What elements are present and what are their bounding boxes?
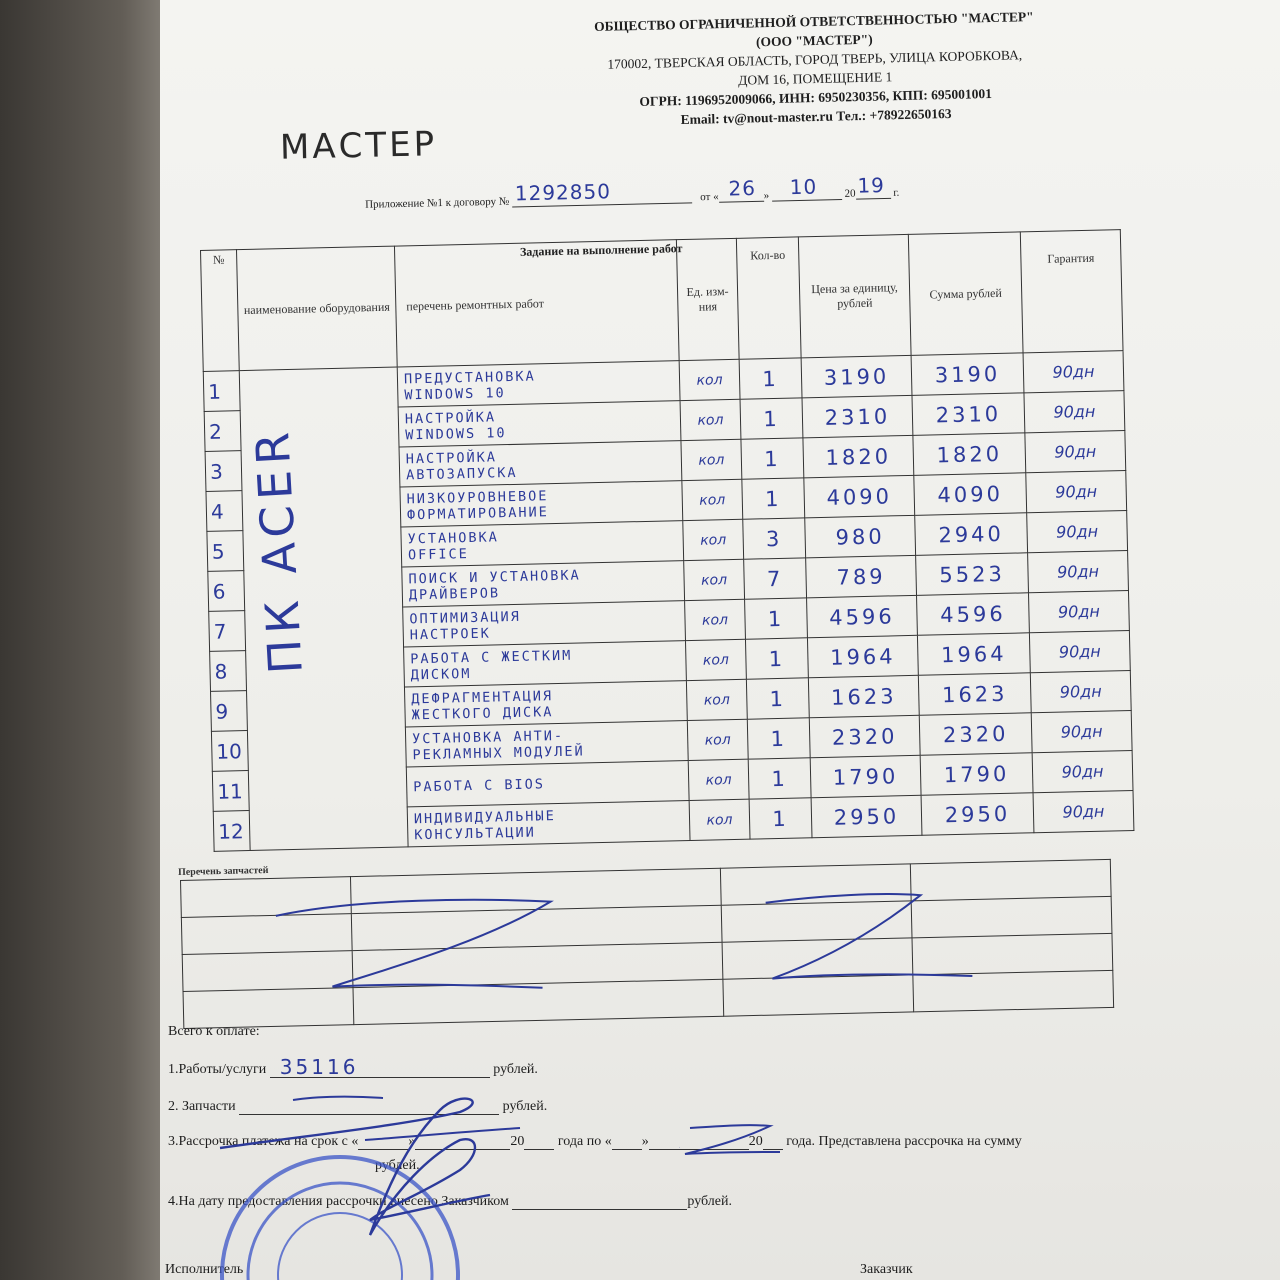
price-cell: 2310 — [802, 395, 913, 437]
work-line-2: АВТОЗАПУСКА — [405, 464, 518, 483]
contract-year-prefix: 20 — [844, 187, 856, 200]
work-description — [407, 801, 690, 847]
price-cell: 4090 — [804, 475, 915, 517]
installment-strike-mark — [670, 1118, 790, 1163]
sum-cell: 1790 — [920, 753, 1033, 796]
work-table — [200, 229, 1134, 852]
work-line-1: НИЗКОУРОВНЕВОЕ — [406, 487, 549, 507]
price-cell: 1964 — [807, 635, 918, 677]
row-number: 9 — [211, 691, 248, 732]
work-line-1: ПОИСК И УСТАНОВКА — [408, 566, 581, 587]
work-description — [404, 681, 687, 727]
warranty-cell: 90дн — [1029, 631, 1130, 673]
qty-cell: 1 — [739, 358, 802, 399]
installment-rub: рублей. — [375, 1158, 420, 1173]
work-line-2: РЕКЛАМНЫХ МОДУЛЕЙ — [412, 742, 585, 763]
work-line-2: ЖЕСТКОГО ДИСКА — [411, 703, 554, 723]
work-line-2: ФОРМАТИРОВАНИЕ — [406, 503, 550, 523]
totals-parts-rub: рублей. — [502, 1099, 548, 1114]
qty-cell: 1 — [746, 678, 809, 719]
equipment-cell — [239, 367, 408, 850]
work-description — [398, 401, 681, 447]
installment-text-a: 3.Рассрочка платежа на срок с « — [168, 1134, 359, 1149]
warranty-cell: 90дн — [1030, 671, 1131, 713]
header-num: № — [201, 250, 240, 372]
unit-cell: кол — [685, 599, 746, 640]
work-line-1: РАБОТА С ЖЕСТКИМ — [410, 647, 573, 667]
price-cell: 2320 — [809, 715, 920, 757]
unit-cell: кол — [680, 399, 741, 440]
executor-label: Исполнитель — [165, 1262, 244, 1277]
header-works: перечень ремонтных работ — [394, 240, 679, 367]
header-qty: Кол-во — [736, 237, 801, 359]
company-address-line1: 170002, ТВЕРСКАЯ ОБЛАСТЬ, ГОРОД ТВЕРЬ, УЛИЦА КОРОБКОВА, — [607, 47, 1023, 72]
row-number: 3 — [205, 451, 242, 492]
company-stamp — [222, 1157, 458, 1280]
sum-cell: 4090 — [914, 473, 1027, 516]
qty-cell: 3 — [743, 518, 806, 559]
customer-label: Заказчик — [860, 1262, 913, 1277]
contract-year: 19 — [857, 173, 886, 198]
work-line-1: РАБОТА С BIOS — [413, 775, 546, 795]
qty-cell: 1 — [745, 638, 808, 679]
contract-month-field — [772, 174, 842, 202]
row-number: 12 — [213, 811, 250, 852]
company-address-line2: ДОМ 16, ПОМЕЩЕНИЕ 1 — [738, 69, 893, 88]
header-price: Цена за единицу, рублей — [798, 234, 911, 357]
sum-cell: 3190 — [911, 353, 1024, 396]
price-cell: 1790 — [810, 755, 921, 797]
work-description — [400, 481, 683, 527]
price-cell: 789 — [806, 555, 917, 597]
row-number: 5 — [207, 531, 244, 572]
work-line-1: ОПТИМИЗАЦИЯ — [409, 608, 521, 627]
qty-cell: 1 — [741, 438, 804, 479]
work-table-body — [203, 351, 1134, 852]
price-cell: 980 — [805, 515, 916, 557]
contract-day-field — [718, 175, 763, 203]
contract-quote: » — [763, 189, 770, 202]
warranty-cell: 90дн — [1033, 790, 1134, 832]
company-registration: ОГРН: 1196952009066, ИНН: 6950230356, КПП: 695001001 — [639, 85, 993, 109]
parts-strike-marks — [177, 859, 1113, 1026]
totals-paid-rub: рублей. — [687, 1194, 732, 1209]
contract-line — [364, 173, 965, 211]
warranty-cell: 90дн — [1028, 551, 1129, 593]
unit-cell: кол — [681, 439, 742, 480]
row-number: 8 — [210, 651, 247, 692]
warranty-cell: 90дн — [1028, 591, 1129, 633]
warranty-cell: 90дн — [1032, 750, 1133, 792]
warranty-cell: 90дн — [1027, 511, 1128, 553]
work-line-2: WINDOWS 10 — [404, 384, 506, 403]
row-number: 4 — [206, 491, 243, 532]
warranty-cell: 90дн — [1024, 391, 1125, 433]
qty-cell: 1 — [748, 758, 811, 799]
totals-works-label: 1.Работы/услуги — [168, 1062, 267, 1077]
totals-title: Всего к оплате: — [168, 1024, 260, 1039]
work-line-1: НАСТРОЙКА — [405, 448, 498, 467]
qty-cell: 7 — [744, 558, 807, 599]
totals-works-rub: рублей. — [493, 1062, 538, 1077]
totals-works-value: 35116 — [279, 1055, 359, 1079]
work-line-1: НАСТРОЙКА — [404, 408, 497, 427]
table-header-row — [201, 230, 1124, 372]
work-line-1: ДЕФРАГМЕНТАЦИЯ — [411, 687, 554, 707]
sum-cell: 2320 — [919, 713, 1032, 756]
warranty-cell: 90дн — [1026, 471, 1127, 513]
contract-day: 26 — [728, 175, 757, 201]
header-unit: Ед. изм-ния — [676, 238, 739, 360]
warranty-cell: 90дн — [1025, 431, 1126, 473]
equipment-name: ПК ACER — [244, 425, 313, 676]
header-warranty: Гарантия — [1020, 230, 1123, 353]
background-desk — [0, 0, 175, 1280]
work-line-1: УСТАНОВКА — [407, 528, 499, 547]
work-line-2: НАСТРОЕК — [409, 625, 491, 643]
document-page — [160, 0, 1280, 1280]
task-title: Задание на выполнение работ — [519, 241, 683, 259]
price-cell: 3190 — [801, 355, 912, 397]
work-line-1: УСТАНОВКА АНТИ- — [411, 727, 565, 747]
unit-cell: кол — [686, 679, 747, 720]
parts-table-wrapper — [177, 859, 1113, 1026]
sum-cell: 1820 — [913, 433, 1026, 476]
unit-cell: кол — [685, 639, 746, 680]
header-sum: Сумма рублей — [908, 232, 1023, 356]
work-description — [399, 441, 682, 487]
unit-cell: кол — [684, 559, 745, 600]
work-description — [401, 521, 684, 567]
contract-month: 10 — [789, 174, 818, 200]
work-line-2: КОНСУЛЬТАЦИИ — [414, 824, 537, 843]
row-number: 1 — [203, 371, 240, 412]
work-line-2: ДРАЙВЕРОВ — [408, 584, 501, 603]
work-line-1: ПРЕДУСТАНОВКА — [403, 367, 536, 387]
parts-dash-mark — [278, 1088, 398, 1108]
contract-year-suffix: г. — [893, 186, 900, 199]
work-description — [403, 601, 686, 647]
totals-parts-label: 2. Запчасти — [168, 1099, 236, 1114]
header-equipment: наименование оборудования — [237, 246, 398, 371]
warranty-cell: 90дн — [1031, 710, 1132, 752]
row-number: 6 — [208, 571, 245, 612]
work-table-wrapper — [200, 229, 1133, 852]
qty-cell: 1 — [740, 398, 803, 439]
contract-number: 1292850 — [514, 179, 612, 206]
work-description — [406, 761, 689, 807]
qty-cell: 1 — [749, 798, 812, 839]
row-number: 2 — [204, 411, 241, 452]
work-line-2: OFFICE — [407, 545, 469, 563]
row-number: 7 — [209, 611, 246, 652]
installment-text-e: года. Представлена рассрочка на сумму — [786, 1134, 1022, 1149]
unit-cell: кол — [688, 759, 749, 800]
sum-cell: 1964 — [917, 633, 1030, 676]
sum-cell: 2940 — [915, 513, 1028, 556]
contract-year-field — [855, 173, 890, 200]
contract-from-label: от « — [700, 190, 719, 204]
work-description — [397, 361, 680, 407]
totals-installment-line: 3.Рассрочка платежа на срок с « » 20 года по « » 20 года. Представлена рассрочка на сумму — [168, 1134, 1022, 1149]
company-header — [544, 6, 1086, 132]
contract-prefix: Приложение №1 к договору № — [364, 195, 510, 211]
unit-cell: кол — [679, 359, 740, 400]
price-cell: 1623 — [808, 675, 919, 717]
unit-cell: кол — [683, 519, 744, 560]
sum-cell: 2950 — [921, 793, 1034, 836]
work-description — [404, 641, 687, 687]
row-number: 10 — [211, 731, 248, 772]
work-line-2: ДИСКОМ — [410, 665, 472, 683]
company-contacts: Email: tv@nout-master.ru Тел.: +78922650163 — [680, 105, 952, 128]
company-logo: МАСТЕР — [279, 124, 438, 168]
sum-cell: 1623 — [918, 673, 1031, 716]
work-line-1: ИНДИВИДУАЛЬНЫЕ — [413, 807, 556, 827]
work-description — [405, 721, 688, 767]
work-description — [402, 561, 685, 607]
stamp-and-signature — [160, 1060, 680, 1280]
qty-cell: 1 — [742, 478, 805, 519]
price-cell: 1820 — [803, 435, 914, 477]
sum-cell: 4596 — [917, 593, 1030, 636]
unit-cell: кол — [687, 719, 748, 760]
parts-label: Перечень запчастей — [177, 864, 269, 879]
contract-number-field — [512, 179, 692, 207]
qty-cell: 1 — [745, 598, 808, 639]
qty-cell: 1 — [747, 718, 810, 759]
company-short-name: (ООО "МАСТЕР") — [755, 31, 873, 50]
sum-cell: 2310 — [912, 393, 1025, 436]
warranty-cell: 90дн — [1023, 351, 1124, 393]
company-name: ОБЩЕСТВО ОГРАНИЧЕННОЙ ОТВЕТСТВЕННОСТЬЮ "МАСТЕР" — [594, 9, 1034, 34]
unit-cell: кол — [689, 799, 750, 840]
price-cell: 2950 — [811, 795, 922, 837]
totals-paid-label: 4.На дату предоставления рассрочки внесено Заказчиком — [168, 1194, 509, 1209]
work-line-2: WINDOWS 10 — [405, 424, 507, 443]
unit-cell: кол — [682, 479, 743, 520]
price-cell: 4596 — [807, 595, 918, 637]
row-number: 11 — [212, 771, 249, 812]
sum-cell: 5523 — [916, 553, 1029, 596]
